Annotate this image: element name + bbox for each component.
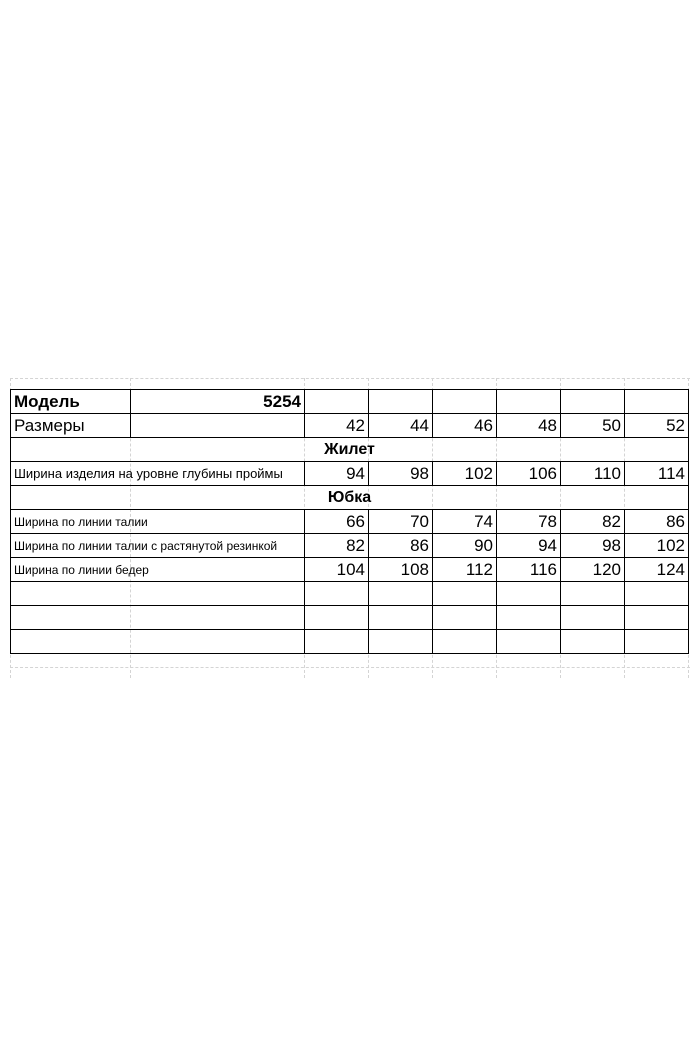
spreadsheet-area xyxy=(0,378,700,678)
value-cell[interactable]: 98 xyxy=(369,462,433,486)
size-cell[interactable]: 44 xyxy=(369,414,433,438)
table-cell[interactable] xyxy=(561,390,625,414)
value-cell[interactable]: 70 xyxy=(369,510,433,534)
section-title-skirt[interactable]: Юбка xyxy=(11,486,689,510)
table-cell[interactable] xyxy=(625,390,689,414)
value-cell[interactable]: 78 xyxy=(497,510,561,534)
empty-row xyxy=(11,630,689,654)
table-cell[interactable] xyxy=(305,630,369,654)
value-cell[interactable]: 82 xyxy=(305,534,369,558)
table-cell[interactable] xyxy=(433,630,497,654)
value-cell[interactable]: 94 xyxy=(305,462,369,486)
value-cell[interactable]: 86 xyxy=(625,510,689,534)
value-cell[interactable]: 102 xyxy=(625,534,689,558)
size-cell[interactable]: 46 xyxy=(433,414,497,438)
size-cell[interactable]: 52 xyxy=(625,414,689,438)
value-cell[interactable]: 114 xyxy=(625,462,689,486)
section-header-row xyxy=(11,438,689,462)
table-cell[interactable] xyxy=(497,582,561,606)
value-cell[interactable]: 82 xyxy=(561,510,625,534)
table-cell[interactable] xyxy=(433,390,497,414)
value-cell[interactable]: 124 xyxy=(625,558,689,582)
value-cell[interactable]: 98 xyxy=(561,534,625,558)
table-cell[interactable] xyxy=(433,606,497,630)
value-cell[interactable]: 74 xyxy=(433,510,497,534)
value-cell[interactable]: 104 xyxy=(305,558,369,582)
empty-row xyxy=(11,606,689,630)
value-cell[interactable]: 116 xyxy=(497,558,561,582)
value-cell[interactable]: 106 xyxy=(497,462,561,486)
table-cell[interactable] xyxy=(625,606,689,630)
value-cell[interactable]: 112 xyxy=(433,558,497,582)
table-cell[interactable] xyxy=(11,582,305,606)
table-cell[interactable] xyxy=(433,582,497,606)
value-cell[interactable]: 66 xyxy=(305,510,369,534)
table-row xyxy=(11,534,689,558)
table-row xyxy=(11,462,689,486)
model-label[interactable]: Модель xyxy=(11,390,131,414)
measurement-label[interactable]: Ширина по линии бедер xyxy=(11,558,305,582)
table-cell[interactable] xyxy=(11,606,305,630)
table-cell[interactable] xyxy=(305,582,369,606)
size-cell[interactable]: 48 xyxy=(497,414,561,438)
table-cell[interactable] xyxy=(131,414,305,438)
measurement-label[interactable]: Ширина по линии талии с растянутой резинкой xyxy=(11,534,305,558)
table-cell[interactable] xyxy=(305,606,369,630)
model-value[interactable]: 5254 xyxy=(131,390,305,414)
section-title-vest[interactable]: Жилет xyxy=(11,438,689,462)
table-cell[interactable] xyxy=(305,390,369,414)
value-cell[interactable]: 110 xyxy=(561,462,625,486)
sizes-row xyxy=(11,414,689,438)
table-cell[interactable] xyxy=(561,630,625,654)
value-cell[interactable]: 120 xyxy=(561,558,625,582)
table-row xyxy=(11,558,689,582)
measurement-label[interactable]: Ширина изделия на уровне глубины проймы xyxy=(11,462,305,486)
sizes-label[interactable]: Размеры xyxy=(11,414,131,438)
table-cell[interactable] xyxy=(561,606,625,630)
value-cell[interactable]: 108 xyxy=(369,558,433,582)
size-cell[interactable]: 50 xyxy=(561,414,625,438)
value-cell[interactable]: 102 xyxy=(433,462,497,486)
table-cell[interactable] xyxy=(369,582,433,606)
size-cell[interactable]: 42 xyxy=(305,414,369,438)
value-cell[interactable]: 90 xyxy=(433,534,497,558)
model-row xyxy=(11,390,689,414)
table-cell[interactable] xyxy=(11,630,305,654)
section-header-row xyxy=(11,486,689,510)
gridline xyxy=(10,378,690,379)
value-cell[interactable]: 94 xyxy=(497,534,561,558)
table-row xyxy=(11,510,689,534)
measurement-label[interactable]: Ширина по линии талии xyxy=(11,510,305,534)
table-cell[interactable] xyxy=(625,582,689,606)
table-cell[interactable] xyxy=(369,630,433,654)
table-cell[interactable] xyxy=(625,630,689,654)
table-cell[interactable] xyxy=(561,582,625,606)
table-cell[interactable] xyxy=(497,606,561,630)
table-cell[interactable] xyxy=(369,606,433,630)
empty-row xyxy=(11,582,689,606)
value-cell[interactable]: 86 xyxy=(369,534,433,558)
gridline xyxy=(10,667,690,668)
table-cell[interactable] xyxy=(497,630,561,654)
table-cell[interactable] xyxy=(497,390,561,414)
size-chart-table xyxy=(10,389,689,654)
table-cell[interactable] xyxy=(369,390,433,414)
